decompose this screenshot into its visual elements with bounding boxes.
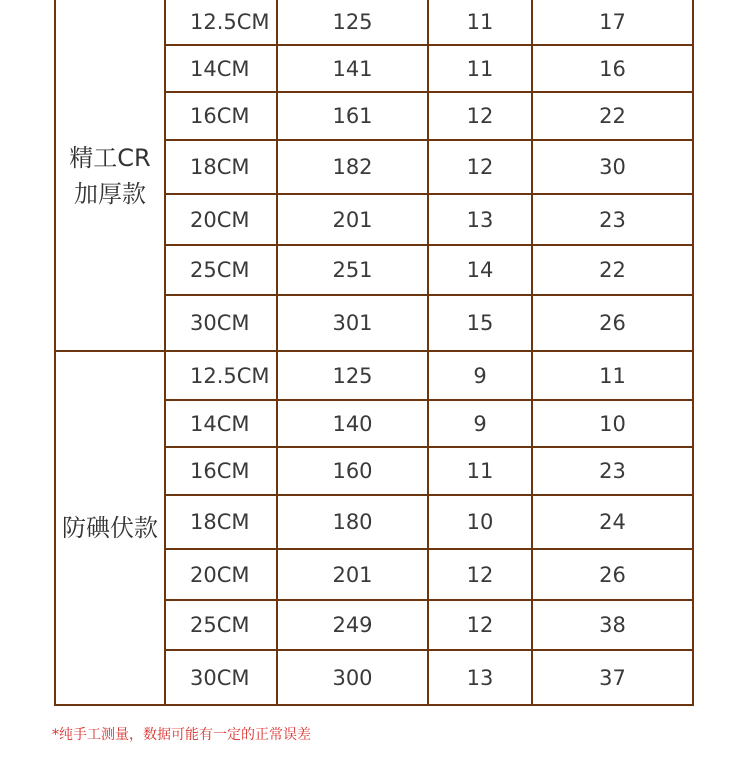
value-cell: 201 [332, 207, 373, 232]
value-cell: 201 [332, 562, 373, 587]
value-cell: 10 [466, 510, 494, 534]
value-cell: 9 [473, 363, 487, 388]
size-cell: 12.5CM [190, 9, 270, 34]
size-cell: 20CM [190, 207, 250, 232]
size-cell: 30CM [190, 311, 250, 335]
group-label-line: 防碘伏款 [62, 514, 158, 542]
size-cell: 30CM [190, 665, 250, 690]
value-cell: 22 [599, 258, 626, 282]
value-cell: 140 [332, 411, 373, 436]
value-cell: 10 [599, 411, 626, 436]
value-cell: 12 [466, 155, 494, 179]
value-cell: 13 [466, 207, 494, 232]
value-cell: 11 [599, 363, 626, 388]
value-cell: 26 [599, 311, 626, 335]
group-label-line: 加厚款 [74, 179, 146, 208]
value-cell: 9 [473, 411, 487, 436]
value-cell: 301 [332, 311, 373, 335]
size-cell: 18CM [190, 510, 250, 534]
size-cell: 16CM [190, 104, 250, 128]
footnote: *纯手工测量，数据可能有一定的正常误差 [52, 727, 311, 743]
value-cell: 160 [332, 459, 373, 483]
value-cell: 300 [332, 665, 373, 690]
value-cell: 38 [599, 613, 626, 637]
group-label [55, 0, 165, 351]
value-cell: 30 [599, 155, 626, 179]
value-cell: 22 [599, 104, 626, 128]
size-cell: 14CM [190, 411, 250, 436]
value-cell: 251 [332, 258, 373, 282]
value-cell: 125 [332, 9, 373, 34]
size-cell: 16CM [190, 459, 250, 483]
value-cell: 13 [466, 665, 494, 690]
value-cell: 23 [599, 207, 626, 232]
value-cell: 23 [599, 459, 626, 483]
value-cell: 15 [466, 311, 494, 335]
value-cell: 11 [466, 56, 494, 81]
value-cell: 17 [599, 9, 626, 34]
size-cell: 20CM [190, 562, 250, 587]
value-cell: 11 [466, 9, 494, 34]
size-cell: 25CM [190, 613, 250, 637]
size-cell: 14CM [190, 56, 250, 81]
value-cell: 37 [599, 665, 626, 690]
value-cell: 11 [466, 459, 494, 483]
value-cell: 180 [332, 510, 373, 534]
size-cell: 12.5CM [190, 363, 270, 388]
group-label [55, 351, 165, 705]
value-cell: 161 [332, 104, 373, 128]
size-cell: 18CM [190, 155, 250, 179]
size-cell: 25CM [190, 258, 250, 282]
value-cell: 141 [332, 56, 373, 81]
value-cell: 125 [332, 363, 373, 388]
group-label-line: 精工CR [69, 143, 151, 172]
value-cell: 12 [466, 104, 494, 128]
value-cell: 12 [466, 613, 494, 637]
value-cell: 14 [466, 258, 494, 282]
value-cell: 24 [599, 510, 626, 534]
value-cell: 12 [466, 562, 494, 587]
value-cell: 182 [332, 155, 373, 179]
value-cell: 26 [599, 562, 626, 587]
value-cell: 249 [332, 613, 373, 637]
value-cell: 16 [599, 56, 626, 81]
